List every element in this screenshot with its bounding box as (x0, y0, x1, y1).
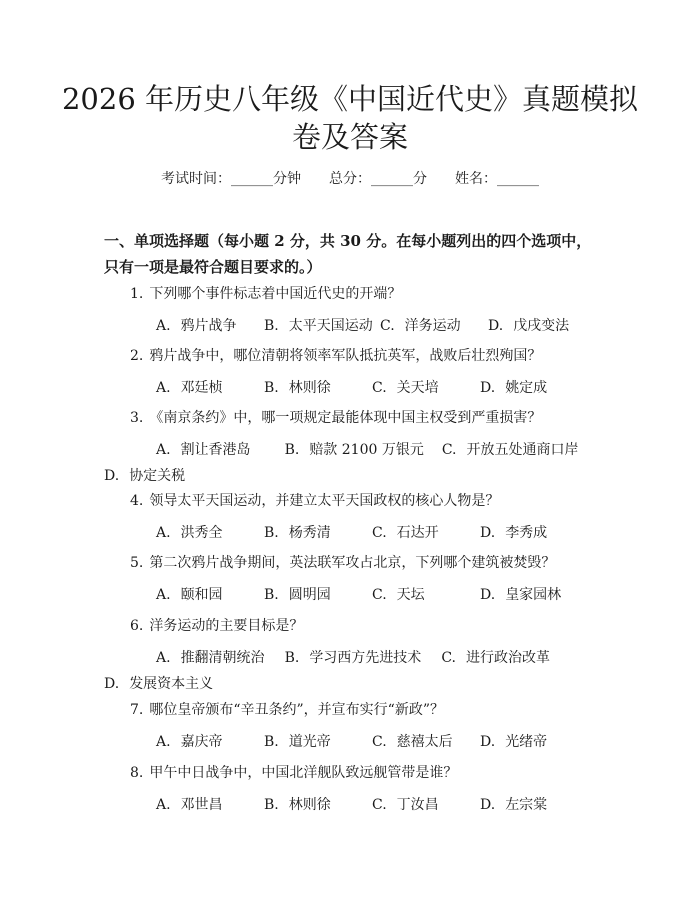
question-number: 5. (130, 555, 144, 571)
title-line-2: 卷及答案 (291, 120, 408, 154)
option-a[interactable]: A. 颐和园 (156, 587, 223, 603)
page-title (60, 80, 640, 156)
option-b[interactable]: B. 道光帝 (264, 734, 331, 750)
option-list (104, 378, 604, 398)
option-a[interactable]: A. 推翻清朝统治 (156, 650, 265, 666)
question-3 (104, 408, 604, 489)
option-list (104, 437, 604, 489)
option-list (104, 732, 604, 752)
option-d[interactable]: D. 发展资本主义 (104, 676, 214, 692)
question-number: 2. (130, 348, 144, 364)
option-c[interactable]: C. 天坛 (372, 587, 425, 603)
question-1 (104, 284, 604, 336)
option-list (104, 585, 604, 605)
name-field: 姓名：______ (455, 171, 539, 187)
option-d[interactable]: D. 李秀成 (480, 525, 548, 541)
title-line-1: 2026 年历史八年级《中国近代史》真题模拟 (61, 82, 639, 116)
question-stem: 《南京条约》中，哪一项规定最能体现中国主权受到严重损害？ (149, 410, 542, 426)
option-a[interactable]: A. 嘉庆帝 (156, 734, 223, 750)
question-7 (104, 700, 604, 752)
option-a[interactable]: A. 邓世昌 (156, 797, 223, 813)
question-number: 6. (130, 618, 144, 634)
question-stem: 下列哪个事件标志着中国近代史的开端？ (149, 286, 402, 302)
option-c[interactable]: C. 慈禧太后 (372, 734, 453, 750)
option-c[interactable]: C. 进行政治改革 (441, 650, 550, 666)
option-c[interactable]: C. 开放五处通商口岸 (441, 442, 579, 458)
option-d[interactable]: D. 光绪帝 (480, 734, 548, 750)
question-stem: 鸦片战争中，哪位清朝将领率军队抵抗英军，战败后壮烈殉国？ (149, 348, 542, 364)
option-list (104, 645, 604, 697)
option-list (104, 523, 604, 543)
total-score-field: 总分：______分 (329, 171, 427, 187)
question-stem: 哪位皇帝颁布“辛丑条约”，并宣布实行“新政”？ (149, 702, 444, 718)
option-b[interactable]: B. 学习西方先进技术 (284, 650, 422, 666)
option-b[interactable]: B. 杨秀清 (264, 525, 331, 541)
option-d[interactable]: D. 戊戌变法 (488, 318, 570, 334)
option-d[interactable]: D. 左宗棠 (480, 797, 548, 813)
option-b[interactable]: B. 林则徐 (264, 380, 331, 396)
option-b[interactable]: B. 太平天国运动 (264, 318, 373, 334)
section-heading: 一、单项选择题（每小题 2 分，共 30 分。在每小题列出的四个选项中，只有一项是最符合题目要求的。） (104, 232, 592, 276)
question-number: 1. (130, 286, 144, 302)
option-b[interactable]: B. 林则徐 (264, 797, 331, 813)
question-stem: 领导太平天国运动，并建立太平天国政权的核心人物是？ (149, 493, 500, 509)
question-number: 4. (130, 493, 144, 509)
option-b[interactable]: B. 赔款 2100 万银元 (284, 442, 424, 458)
option-list (104, 795, 604, 815)
option-c[interactable]: C. 丁汝昌 (372, 797, 439, 813)
question-5 (104, 553, 604, 605)
option-c[interactable]: C. 关天培 (372, 380, 439, 396)
option-b[interactable]: B. 圆明园 (264, 587, 331, 603)
option-d[interactable]: D. 协定关税 (104, 468, 186, 484)
option-d[interactable]: D. 皇家园林 (480, 587, 562, 603)
question-stem: 第二次鸦片战争期间，英法联军攻占北京，下列哪个建筑被焚毁？ (149, 555, 556, 571)
question-4 (104, 491, 604, 543)
option-a[interactable]: A. 割让香港岛 (156, 442, 251, 458)
option-a[interactable]: A. 邓廷桢 (156, 380, 223, 396)
option-c[interactable]: C. 石达开 (372, 525, 439, 541)
question-2 (104, 346, 604, 398)
question-number: 3. (130, 410, 144, 426)
option-c[interactable]: C. 洋务运动 (380, 318, 461, 334)
question-6 (104, 616, 604, 697)
question-stem: 甲午中日战争中，中国北洋舰队致远舰管带是谁？ (149, 765, 458, 781)
option-a[interactable]: A. 鸦片战争 (156, 318, 237, 334)
question-stem: 洋务运动的主要目标是？ (149, 618, 304, 634)
exam-time-field: 考试时间：______分钟 (161, 171, 301, 187)
question-8 (104, 763, 604, 815)
option-d[interactable]: D. 姚定成 (480, 380, 548, 396)
option-a[interactable]: A. 洪秀全 (156, 525, 223, 541)
question-number: 7. (130, 702, 144, 718)
option-list (104, 316, 604, 336)
question-number: 8. (130, 765, 144, 781)
exam-info (0, 168, 700, 188)
